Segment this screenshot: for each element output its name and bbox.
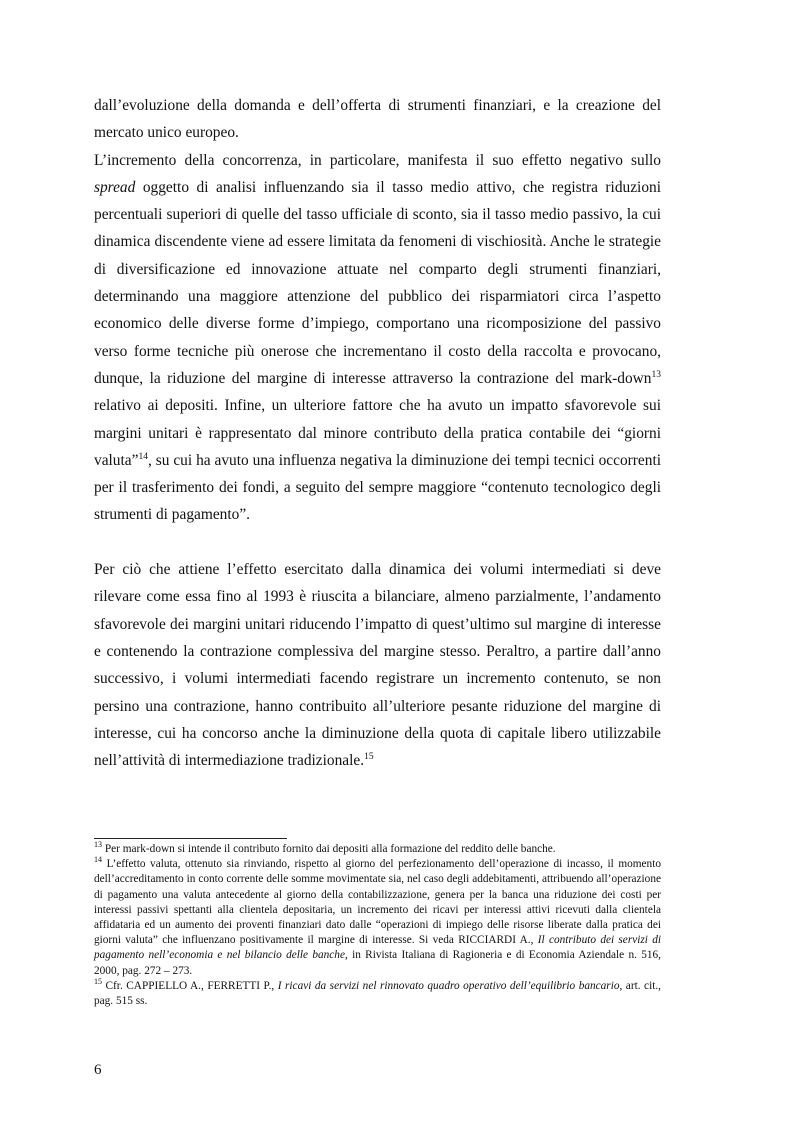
footnote-14 <box>94 857 661 979</box>
footnote-15 <box>94 979 661 1009</box>
paragraph-1 <box>94 92 661 529</box>
body-text <box>94 92 661 774</box>
footnote-13 <box>94 842 661 857</box>
paragraph-1-line-b: L’incremento della concorrenza, in particolare, manifesta il suo effetto negativo sullo <box>94 151 661 169</box>
paragraph-1-text-c: oggetto di analisi influenzando sia il tasso medio attivo, che registra riduzioni percentuali superiori di quelle del tasso ufficiale di sconto, sia il tasso medio passivo, la cui dinamica discendente viene ad essere limitata da fenomeni di vischiosità. Anche le strategie di diversificazione ed innovazione attuate nel comparto degli strumenti finanziari, determinando una maggiore attenzione del pubblico dei risparmiatori circa l’aspetto economico delle diverse forme d’impiego, comportano una ricomposizione del passivo verso forme tecniche più onerose che incrementano il costo della raccolta e provocano, dunque, la riduzione del margine di interesse attraverso la contrazione del mark-down <box>94 178 661 387</box>
footnote-14-tail: , in Rivista Italiana di Ragioneria e di Economia Aziendale n. 516, 2000, pag. 272 – 273. <box>94 949 661 977</box>
spread-term: spread <box>94 178 136 196</box>
footnote-15-tail: , art. cit., pag. 515 ss. <box>94 979 661 1008</box>
footnote-15-title: I ricavi da servizi nel rinnovato quadro operativo dell’equilibrio bancario <box>277 979 620 992</box>
footnote-ref-14[interactable]: 14 <box>138 451 148 462</box>
footnote-14-title: Il contributo dei servizi di pagamento nell’economia e nel bilancio delle banche <box>94 934 661 962</box>
footnote-15-number: 15 <box>94 977 102 987</box>
footnote-14-text: L’effetto valuta, ottenuto sia rinviando, rispetto al giorno del perfezionamento dell’operazione di incasso, il momento dell’accreditamento in conto corrente delle somme movimentate sia, nel caso degli addebitamenti, attribuendo all’operazione di pagamento una valuta antecedente al giorno della contabilizzazione, genera per la banca una riduzione dei costi per interessi passivi spettanti alla clientela depositaria, un incremento dei ricavi per interessi attivi ricevuti dalla clientela affidataria ed un aumento dei proventi finanziari dato dalle “operazioni di impiego delle risorse liberate dalla pratica dei giorni valuta” che influenzano positivamente il margine di interesse. Si veda RICCIARDI A., <box>94 858 661 947</box>
footnote-ref-15[interactable]: 15 <box>364 752 374 762</box>
footnotes <box>94 842 661 1009</box>
paragraph-2-text: Per ciò che attiene l’effetto esercitato dalla dinamica dei volumi intermediati si deve rilevare come essa fino al 1993 è riuscita a bilanciare, almeno parzialmente, l’andamento sfavorevole dei margini unitari riducendo l’impatto di quest’ultimo sul margine di interesse e contenendo la contrazione complessiva del margine stesso. Peraltro, a partire dall’anno successivo, i volumi intermediati facendo registrare un incremento contenuto, se non persino una contrazione, hanno contribuito all’ulteriore pesante riduzione del margine di interesse, cui ha concorso anche la diminuzione della quota di capitale libero utilizzabile nell’attività di intermediazione tradizionale. <box>94 561 661 770</box>
paragraph-1-text-d: relativo ai depositi. Infine, un ulteriore fattore che ha avuto un impatto sfavorevole sui margini unitari è rappresentato dal minore contributo della pratica contabile dei “giorni valuta” <box>94 397 661 469</box>
footnote-14-number: 14 <box>94 855 102 865</box>
footnote-ref-13[interactable]: 13 <box>651 369 661 380</box>
paragraph-1-line-a: dall’evoluzione della domanda e dell’offerta di strumenti finanziari, e la creazione del mercato unico europeo. <box>94 97 661 142</box>
page-number: 6 <box>94 1062 102 1078</box>
footnote-13-text: Per mark-down si intende il contributo fornito dai depositi alla formazione del reddito delle banche. <box>102 843 556 855</box>
footnote-13-number: 13 <box>94 840 102 850</box>
paragraph-2 <box>94 556 661 774</box>
paragraph-1-text-e: , su cui ha avuto una influenza negativa la diminuzione dei tempi tecnici occorrenti per il trasferimento dei fondi, a seguito del sempre maggiore “contenuto tecnologico degli strumenti di pagamento”. <box>94 451 661 524</box>
footnote-separator <box>94 838 287 839</box>
footnote-15-text: Cfr. CAPPIELLO A., FERRETTI P., <box>102 979 278 992</box>
